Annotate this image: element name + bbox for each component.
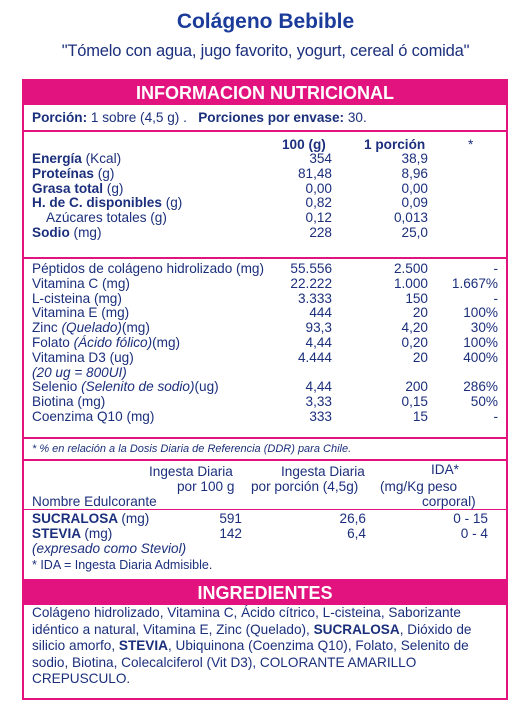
nutrient-label (32, 196, 182, 210)
per-pack-label: Porciones por envase: (198, 110, 345, 125)
value-portion: 0,013 (393, 210, 428, 226)
nutrient-name: H. de C. disponibles (32, 195, 166, 211)
micro-value-portion: 0,15 (401, 394, 428, 410)
micro-ddr-percent: 1.667% (451, 275, 498, 291)
sw-col1-a: Ingesta Diaria (149, 464, 233, 479)
micro-value-100g: 333 (309, 409, 332, 424)
nutrient-label (32, 182, 123, 196)
micro-label: Péptidos de colágeno hidrolizado (mg) (32, 261, 264, 276)
nutrient-name: Energía (32, 151, 86, 166)
sweetener-ida: 0 - 4 (460, 526, 488, 541)
micro-value-100g: 22.222 (290, 275, 332, 291)
micro-ddr-percent: 50% (470, 394, 498, 410)
value-100g: 81,48 (297, 165, 332, 181)
micro-ddr-percent: 286% (463, 379, 498, 395)
product-subtitle: "Tómelo con agua, jugo favorito, yogurt, cereal ó comida" (61, 42, 470, 60)
micro-value-portion: 4,20 (401, 320, 428, 336)
micro-ddr-percent: 30% (470, 320, 498, 336)
micro-label: Coenzima Q10 (mg) (32, 409, 155, 424)
micro-ddr-percent: - (493, 290, 498, 306)
sw-name-header: Nombre Edulcorante (32, 494, 157, 509)
micro-label: Folato (Ácido fólico)(mg) (32, 335, 181, 350)
sw-col2-a: Ingesta Diaria (281, 464, 365, 479)
ingredients-text (32, 605, 498, 688)
portion-line (32, 111, 367, 125)
ingredients-header: INGREDIENTES (24, 581, 506, 605)
nutrient-unit: (Kcal) (85, 151, 122, 166)
micro-label: Selenio (Selenito de sodio)(ug) (32, 379, 219, 395)
ingredient-text-part: , Ubiquinona (Coenzima Q10), Folato, Selenito de sodio, Biotina, Colecalciferol (Vit D3), COLORANTE AMARILLO CREPUSCULO. (32, 638, 469, 686)
micro-value-100g: 93,3 (305, 320, 332, 336)
ingredients-panel (22, 579, 508, 700)
divider (24, 257, 506, 259)
nutrient-name: Proteínas (32, 165, 98, 181)
value-portion: 0,00 (401, 180, 428, 196)
sweetener-unit: (mg) (121, 511, 150, 526)
ingredient-highlight: STEVIA (118, 638, 168, 653)
micro-ddr-percent: 100% (463, 335, 498, 350)
micro-value-100g: 3.333 (297, 290, 332, 306)
sw-col1-b: por 100 g (177, 479, 235, 494)
micro-ddr-percent: - (493, 261, 498, 276)
sw-col3-b: (mg/Kg peso (380, 479, 458, 494)
value-portion: 8,96 (401, 165, 428, 181)
sweetener-value-100g: 591 (219, 511, 242, 526)
nutrient-label (32, 152, 121, 166)
sweeteners-section (22, 461, 508, 579)
nutrient-name: Grasa total (32, 180, 107, 196)
nutrient-unit: (mg) (73, 225, 102, 240)
micro-value-portion: 20 (412, 305, 428, 321)
nutrient-unit: (g) (97, 165, 115, 181)
micro-label: L-cisteina (mg) (32, 290, 122, 306)
sweetener-label (32, 527, 112, 541)
micro-value-portion: 2.500 (393, 261, 428, 276)
ingredient-text-part: , Dióxido de silicio amorfo, (32, 621, 472, 653)
portion-label: Porción: (32, 110, 88, 125)
product-title: Colágeno Bebible (176, 10, 355, 33)
value-portion: 38,9 (401, 151, 428, 166)
col-100g-header: 100 (g) (282, 137, 326, 152)
micro-label: (20 ug = 800UI) (32, 364, 127, 380)
value-100g: 0,00 (305, 180, 332, 196)
value-portion: 25,0 (401, 225, 428, 240)
micro-value-portion: 150 (405, 290, 428, 306)
ingredient-highlight: SUCRALOSA (313, 621, 400, 637)
value-100g: 354 (309, 151, 332, 166)
divider (24, 509, 506, 510)
micro-value-100g: 4,44 (305, 335, 332, 350)
value-100g: 0,82 (305, 195, 332, 211)
micro-value-portion: 0,20 (401, 335, 428, 350)
col-ddr-header: * (468, 137, 474, 152)
ida-note: * IDA = Ingesta Diaria Admisible. (32, 558, 213, 572)
micro-ddr-percent: - (493, 409, 498, 424)
micro-label: Vitamina D3 (ug) (32, 349, 134, 365)
micro-label: Vitamina C (mg) (32, 275, 130, 291)
micro-value-portion: 1.000 (393, 275, 428, 291)
divider (24, 437, 506, 439)
micro-ddr-percent: 400% (463, 349, 498, 365)
ingredient-text-part: Colágeno hidrolizado, Vitamina C, Ácido cítrico, L-cisteina, Saborizante idéntico a natural, Vitamina E, Zinc (Quelado), (32, 605, 461, 637)
col-portion-header: 1 porción (364, 137, 426, 152)
sweetener-label (32, 512, 149, 526)
micro-value-portion: 200 (405, 379, 428, 395)
nutrient-unit: (g) (106, 180, 124, 196)
portion-value: 1 sobre (4,5 g) . (90, 110, 187, 125)
nutrient-name: Sodio (32, 225, 74, 240)
divider (24, 130, 506, 132)
sweetener-name: STEVIA (32, 526, 85, 541)
micro-value-100g: 55.556 (290, 261, 332, 276)
value-100g: 228 (309, 225, 332, 240)
value-portion: 0,09 (401, 195, 428, 211)
sweetener-value-portion: 26,6 (339, 511, 366, 526)
sweetener-name: SUCRALOSA (32, 511, 122, 526)
micro-value-portion: 20 (412, 349, 428, 365)
micro-ddr-percent: 100% (463, 305, 498, 321)
stevia-note: (expresado como Steviol) (32, 541, 187, 556)
micro-label: Biotina (mg) (32, 394, 106, 410)
sweetener-value-portion: 6,4 (347, 526, 366, 541)
sweetener-unit: (mg) (84, 526, 113, 541)
nutrient-unit: (g) (165, 195, 183, 211)
nutrition-panel (22, 79, 508, 461)
sweetener-ida: 0 - 15 (453, 511, 488, 526)
sw-col2-b: por porción (4,5g) (251, 479, 359, 494)
sw-col3-c: corporal) (422, 494, 476, 509)
nutrient-label (32, 226, 102, 240)
micro-label: Vitamina E (mg) (32, 305, 130, 321)
ddr-footnote: * % en relación a la Dosis Diaria de Referencia (DDR) para Chile. (32, 443, 352, 455)
nutrition-header: INFORMACION NUTRICIONAL (24, 81, 506, 105)
micro-value-100g: 3,33 (305, 394, 332, 410)
sweetener-value-100g: 142 (219, 526, 242, 541)
per-pack-value: 30. (347, 110, 367, 125)
nutrient-label (32, 167, 114, 181)
micro-value-100g: 4.444 (297, 349, 332, 365)
micro-label: Zinc (Quelado)(mg) (32, 320, 150, 336)
sw-col3-a: IDA* (431, 462, 459, 477)
value-100g: 0,12 (305, 210, 332, 226)
micro-value-100g: 444 (309, 305, 332, 321)
nutrient-label: Azúcares totales (g) (46, 210, 167, 226)
micro-value-portion: 15 (412, 409, 428, 424)
micro-value-100g: 4,44 (305, 379, 332, 395)
